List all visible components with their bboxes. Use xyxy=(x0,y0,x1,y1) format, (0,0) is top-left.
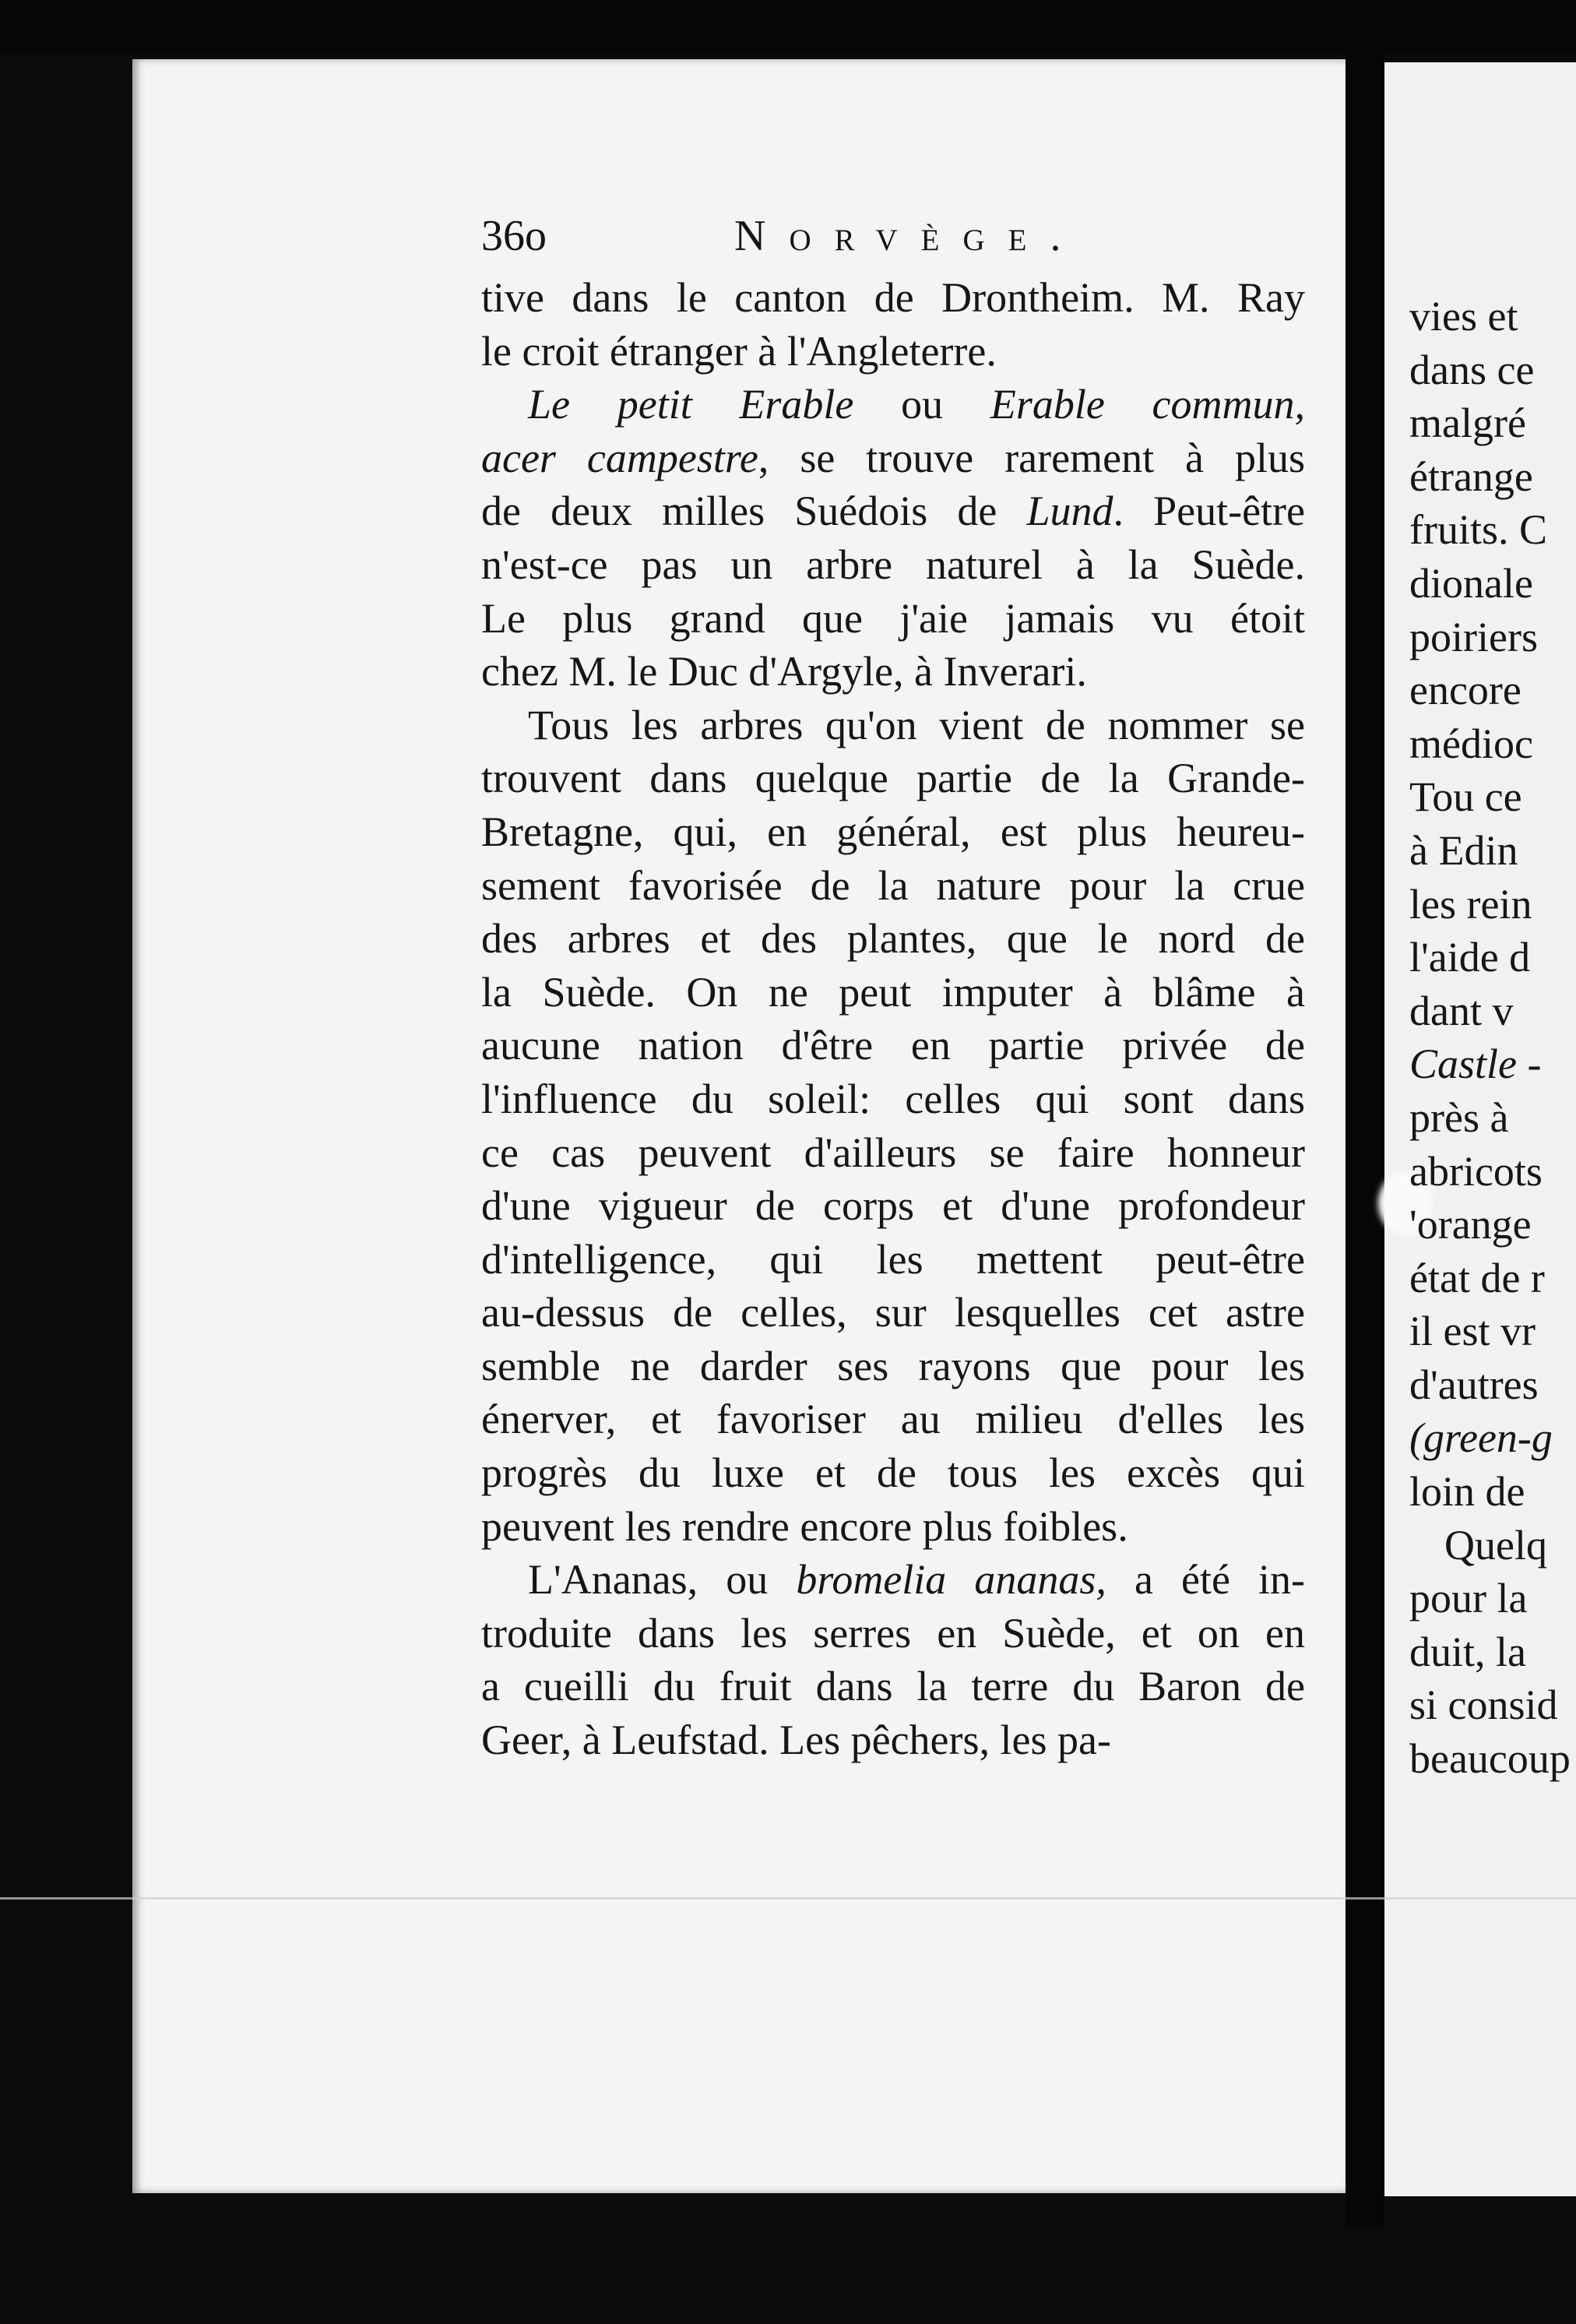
page-header xyxy=(481,209,1307,263)
text-segment: a cueilli du fruit dans la terre du Baron de xyxy=(481,1663,1305,1710)
page-number: 36o xyxy=(481,212,547,260)
text-line xyxy=(481,592,1305,646)
scan-top-edge xyxy=(0,0,1576,55)
facing-page-line: dionale xyxy=(1409,559,1533,607)
facing-page-line: si consid xyxy=(1409,1681,1558,1729)
text-segment: n'est-ce pas un arbre naturel à la Suède. xyxy=(481,541,1305,588)
facing-page-line: d'autres xyxy=(1409,1361,1539,1408)
text-line xyxy=(481,1553,1305,1607)
facing-page-line: 'orange xyxy=(1409,1201,1532,1248)
text-line xyxy=(481,966,1305,1019)
facing-page-line: à Edin xyxy=(1409,826,1518,874)
facing-page-line: encore xyxy=(1409,667,1521,714)
text-segment: tive dans le canton de Drontheim. M. Ray xyxy=(481,274,1305,321)
text-line xyxy=(481,1446,1305,1500)
text-line xyxy=(481,1393,1305,1446)
text-segment: Le plus grand que j'aie jamais vu étoit xyxy=(481,594,1305,642)
facing-page-text xyxy=(1409,290,1576,1786)
facing-page-line: les rein xyxy=(1409,880,1532,928)
text-line xyxy=(481,699,1305,752)
text-line xyxy=(481,431,1305,485)
facing-page-line: dans ce xyxy=(1409,346,1535,393)
text-line xyxy=(481,1072,1305,1126)
text-line xyxy=(481,1179,1305,1233)
text-segment: chez M. le Duc d'Argyle, à Inverari. xyxy=(481,648,1087,695)
facing-page-line: il est vr xyxy=(1409,1308,1536,1355)
text-segment: de deux milles Suédois de xyxy=(481,488,1027,535)
text-line xyxy=(481,1660,1305,1713)
italic-term: Erable commun, xyxy=(990,381,1306,428)
text-line xyxy=(481,1713,1305,1767)
facing-page-line: loin de xyxy=(1409,1468,1525,1516)
text-segment: d'intelligence, qui les mettent peut-être xyxy=(481,1235,1305,1283)
text-line xyxy=(481,859,1305,913)
text-line xyxy=(481,538,1305,592)
text-segment: l'influence du soleil: celles qui sont dans xyxy=(481,1075,1305,1122)
text-segment: Tous les arbres qu'on vient de nommer se xyxy=(528,701,1305,748)
text-segment: trouvent dans quelque partie de la Grande- xyxy=(481,755,1305,802)
text-segment: la Suède. On ne peut imputer à blâme à xyxy=(481,968,1305,1016)
text-segment: L'Ananas, ou xyxy=(528,1556,797,1604)
text-segment: , se trouve rarement à plus xyxy=(758,434,1305,481)
text-segment: progrès du luxe et de tous les excès qui xyxy=(481,1449,1305,1497)
facing-page-line: vies et xyxy=(1409,293,1518,340)
text-line xyxy=(481,271,1305,325)
facing-page-line: poiriers xyxy=(1409,613,1538,660)
text-line xyxy=(481,805,1305,859)
text-segment: le croit étranger à l'Angleterre. xyxy=(481,327,997,375)
italic-term: acer campestre xyxy=(481,434,758,481)
facing-page-line: Quelq xyxy=(1444,1521,1547,1569)
book-gutter xyxy=(1346,55,1384,2227)
text-line xyxy=(481,325,1305,379)
text-segment: . Peut-être xyxy=(1113,488,1305,535)
facing-page-line: fruits. C xyxy=(1409,506,1548,554)
scan-artifact-line xyxy=(0,1897,1576,1900)
text-segment: peuvent les rendre encore plus foibles. xyxy=(481,1502,1128,1550)
facing-page-line: l'aide d xyxy=(1409,934,1531,981)
facing-page-line: beaucoup xyxy=(1409,1735,1571,1783)
facing-page-line: Tou ce xyxy=(1409,773,1522,821)
text-segment: énerver, et favoriser au milieu d'elles les xyxy=(481,1396,1305,1443)
text-segment: ce cas peuvent d'ailleurs se faire honneur xyxy=(481,1129,1305,1176)
text-segment: ou xyxy=(853,381,990,428)
text-segment: aucune nation d'être en partie privée de xyxy=(481,1022,1305,1069)
text-line xyxy=(481,1233,1305,1287)
text-segment: a été in- xyxy=(1106,1556,1305,1604)
facing-page-line: duit, la xyxy=(1409,1628,1526,1675)
facing-page-line: pour la xyxy=(1409,1575,1528,1622)
text-line xyxy=(481,752,1305,805)
facing-page-line: étrange xyxy=(1409,452,1533,500)
facing-page-line: dant v xyxy=(1409,987,1514,1034)
text-line xyxy=(481,1126,1305,1180)
text-line xyxy=(481,1286,1305,1340)
text-segment: troduite dans les serres en Suède, et on en xyxy=(481,1609,1305,1657)
text-line xyxy=(481,1500,1305,1554)
facing-page-line: Castle - xyxy=(1409,1041,1542,1088)
italic-term: Lund xyxy=(1026,488,1113,535)
text-segment: d'une vigueur de corps et d'une profondeur xyxy=(481,1182,1305,1230)
italic-term: bromelia ananas, xyxy=(796,1556,1106,1604)
facing-page-line: abricots xyxy=(1409,1147,1543,1195)
facing-page-line: état de r xyxy=(1409,1254,1545,1301)
text-line xyxy=(481,1607,1305,1660)
text-line xyxy=(481,912,1305,966)
text-line xyxy=(481,378,1305,431)
facing-page-line: médioc xyxy=(1409,720,1533,767)
text-line xyxy=(481,1019,1305,1072)
text-segment: sement favorisée de la nature pour la crue xyxy=(481,861,1305,909)
facing-page-line: (green-g xyxy=(1409,1414,1553,1462)
text-segment: au-dessus de celles, sur lesquelles cet astre xyxy=(481,1289,1305,1336)
text-line xyxy=(481,484,1305,538)
text-line xyxy=(481,1340,1305,1393)
facing-page-line: près à xyxy=(1409,1093,1509,1141)
italic-term: Le petit Erable xyxy=(528,381,854,428)
text-segment: Geer, à Leufstad. Les pêchers, les pa- xyxy=(481,1717,1111,1764)
text-segment: Bretagne, qui, en général, est plus heureu- xyxy=(481,808,1305,855)
running-title: Norvège. xyxy=(734,212,1085,260)
main-text-block xyxy=(481,271,1305,1767)
text-segment: des arbres et des plantes, que le nord de xyxy=(481,915,1305,963)
text-segment: semble ne darder ses rayons que pour les xyxy=(481,1342,1305,1389)
facing-page-line: malgré xyxy=(1409,400,1526,447)
text-line xyxy=(481,645,1305,699)
